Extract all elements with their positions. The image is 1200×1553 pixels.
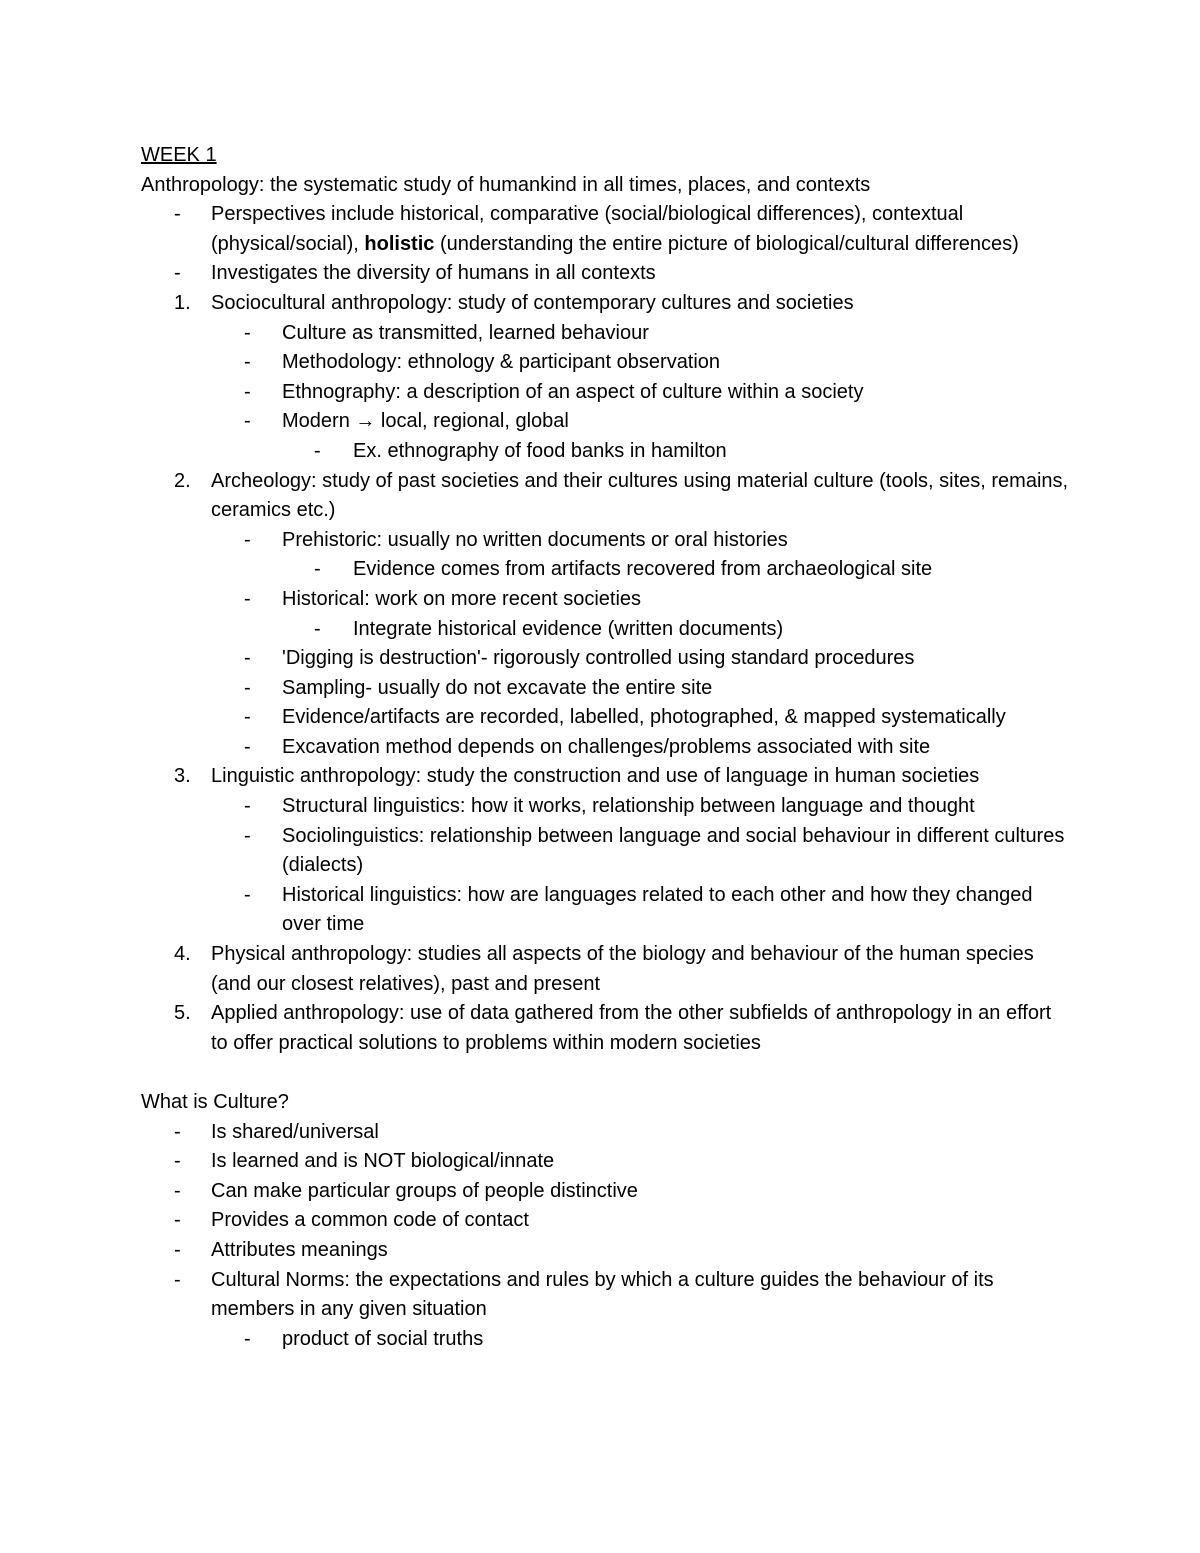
list-item bbox=[141, 1118, 1071, 1148]
prehistoric-sub-text: Evidence comes from artifacts recovered from archaeological site bbox=[353, 558, 933, 581]
bullet-dash: - bbox=[174, 203, 181, 226]
archeology-item: Sampling- usually do not excavate the entire site bbox=[282, 676, 713, 699]
numbered-item-applied bbox=[141, 999, 1071, 1058]
bullet-dash: - bbox=[244, 795, 251, 818]
culture-item: Is shared/universal bbox=[211, 1120, 379, 1143]
list-item bbox=[141, 1236, 1071, 1266]
list-item bbox=[141, 200, 1071, 259]
bullet-dash: - bbox=[174, 262, 181, 285]
culture-item: Can make particular groups of people distinctive bbox=[211, 1179, 638, 1202]
sociocultural-item: Modern → local, regional, global bbox=[282, 410, 569, 433]
culture-item: Is learned and is NOT biological/innate bbox=[211, 1150, 555, 1173]
bullet-dash: - bbox=[174, 1209, 181, 1232]
list-item bbox=[141, 733, 1071, 763]
bullet-dash: - bbox=[314, 439, 321, 462]
list-item bbox=[141, 822, 1071, 881]
list-item bbox=[141, 1266, 1071, 1325]
bullet-dash: - bbox=[314, 617, 321, 640]
sociocultural-example: Ex. ethnography of food banks in hamilton bbox=[353, 439, 727, 462]
holistic-bold: holistic bbox=[364, 232, 435, 255]
culture-heading: What is Culture? bbox=[141, 1091, 289, 1113]
number-marker: 4. bbox=[174, 943, 191, 966]
list-item bbox=[141, 555, 1071, 585]
perspectives-text-after: (understanding the entire picture of biological/cultural differences) bbox=[434, 232, 1019, 255]
bullet-dash: - bbox=[174, 1179, 181, 1202]
numbered-item-sociocultural bbox=[141, 289, 1071, 319]
cultural-norms-sub: product of social truths bbox=[282, 1327, 484, 1350]
list-item bbox=[141, 407, 1071, 437]
list-item bbox=[141, 1177, 1071, 1207]
bullet-dash: - bbox=[174, 1120, 181, 1143]
number-marker: 2. bbox=[174, 469, 191, 492]
perspectives-text-before: Perspectives include historical, comparative (social/biological differences), contextual (physical/social), bbox=[211, 203, 964, 255]
linguistic-item: Historical linguistics: how are languages related to each other and how they changed over time bbox=[282, 883, 1033, 936]
document-body bbox=[141, 141, 1071, 1354]
bullet-dash: - bbox=[244, 706, 251, 729]
list-item bbox=[141, 1206, 1071, 1236]
list-item bbox=[141, 348, 1071, 378]
bullet-dash: - bbox=[244, 380, 251, 403]
week-title: WEEK 1 bbox=[141, 144, 217, 166]
diversity-text: Investigates the diversity of humans in all contexts bbox=[211, 262, 656, 285]
culture-item: Provides a common code of contact bbox=[211, 1209, 529, 1232]
list-item bbox=[141, 526, 1071, 556]
sociocultural-item: Ethnography: a description of an aspect of culture within a society bbox=[282, 380, 864, 403]
list-item bbox=[141, 378, 1071, 408]
anthropology-definition-line bbox=[141, 171, 1071, 201]
applied-text: Applied anthropology: use of data gathered from the other subfields of anthropology in an effort to offer practical solutions to problems within modern societies bbox=[211, 1002, 1052, 1054]
historical-text: Historical: work on more recent societies bbox=[282, 587, 642, 610]
sociocultural-text: Sociocultural anthropology: study of contemporary cultures and societies bbox=[211, 291, 854, 314]
bullet-dash: - bbox=[244, 647, 251, 670]
archeology-item: 'Digging is destruction'- rigorously controlled using standard procedures bbox=[282, 647, 915, 670]
bullet-dash: - bbox=[244, 1327, 251, 1350]
bullet-dash: - bbox=[244, 410, 251, 433]
list-item bbox=[141, 615, 1071, 645]
archeology-item: Excavation method depends on challenges/problems associated with site bbox=[282, 735, 931, 758]
sociocultural-item: Culture as transmitted, learned behaviour bbox=[282, 321, 649, 344]
list-item bbox=[141, 1147, 1071, 1177]
bullet-dash: - bbox=[174, 1150, 181, 1173]
numbered-item-archeology bbox=[141, 467, 1071, 526]
physical-text: Physical anthropology: studies all aspects of the biology and behaviour of the human species (and our closest relatives), past and present bbox=[211, 943, 1034, 995]
perspectives-text bbox=[211, 200, 1071, 259]
bullet-dash: - bbox=[244, 587, 251, 610]
archeology-item: Evidence/artifacts are recorded, labelled, photographed, & mapped systematically bbox=[282, 706, 1006, 729]
number-marker: 1. bbox=[174, 291, 191, 314]
list-item bbox=[141, 319, 1071, 349]
bullet-dash: - bbox=[174, 1238, 181, 1261]
list-item bbox=[141, 792, 1071, 822]
culture-item: Cultural Norms: the expectations and rules by which a culture guides the behaviour of its members in any given situation bbox=[211, 1268, 994, 1321]
bullet-dash: - bbox=[244, 735, 251, 758]
list-item bbox=[141, 881, 1071, 940]
prehistoric-text: Prehistoric: usually no written documents or oral histories bbox=[282, 528, 788, 551]
bullet-dash: - bbox=[244, 528, 251, 551]
culture-item: Attributes meanings bbox=[211, 1238, 388, 1261]
bullet-dash: - bbox=[244, 824, 251, 847]
historical-sub-text: Integrate historical evidence (written documents) bbox=[353, 617, 784, 640]
list-item bbox=[141, 703, 1071, 733]
linguistic-item: Structural linguistics: how it works, relationship between language and thought bbox=[282, 795, 975, 818]
list-item bbox=[141, 259, 1071, 289]
bullet-dash: - bbox=[244, 883, 251, 906]
number-marker: 5. bbox=[174, 1002, 191, 1025]
list-item bbox=[141, 1325, 1071, 1355]
archeology-text: Archeology: study of past societies and their cultures using material culture (tools, sites, remains, ceramics etc.) bbox=[211, 469, 1069, 522]
list-item bbox=[141, 585, 1071, 615]
bullet-dash: - bbox=[244, 321, 251, 344]
number-marker: 3. bbox=[174, 765, 191, 788]
linguistic-item: Sociolinguistics: relationship between language and social behaviour in different cultures (dialects) bbox=[282, 824, 1065, 877]
list-item bbox=[141, 437, 1071, 467]
blank-line bbox=[141, 1058, 1071, 1088]
week-title-line bbox=[141, 141, 1071, 171]
list-item bbox=[141, 674, 1071, 704]
anthropology-definition: Anthropology: the systematic study of humankind in all times, places, and contexts bbox=[141, 173, 871, 196]
numbered-item-physical bbox=[141, 940, 1071, 999]
bullet-dash: - bbox=[244, 351, 251, 374]
bullet-dash: - bbox=[314, 558, 321, 581]
culture-heading-line bbox=[141, 1088, 1071, 1118]
list-item bbox=[141, 644, 1071, 674]
linguistic-text: Linguistic anthropology: study the construction and use of language in human societies bbox=[211, 765, 980, 788]
sociocultural-item: Methodology: ethnology & participant observation bbox=[282, 351, 721, 374]
numbered-item-linguistic bbox=[141, 762, 1071, 792]
bullet-dash: - bbox=[174, 1268, 181, 1291]
bullet-dash: - bbox=[244, 676, 251, 699]
